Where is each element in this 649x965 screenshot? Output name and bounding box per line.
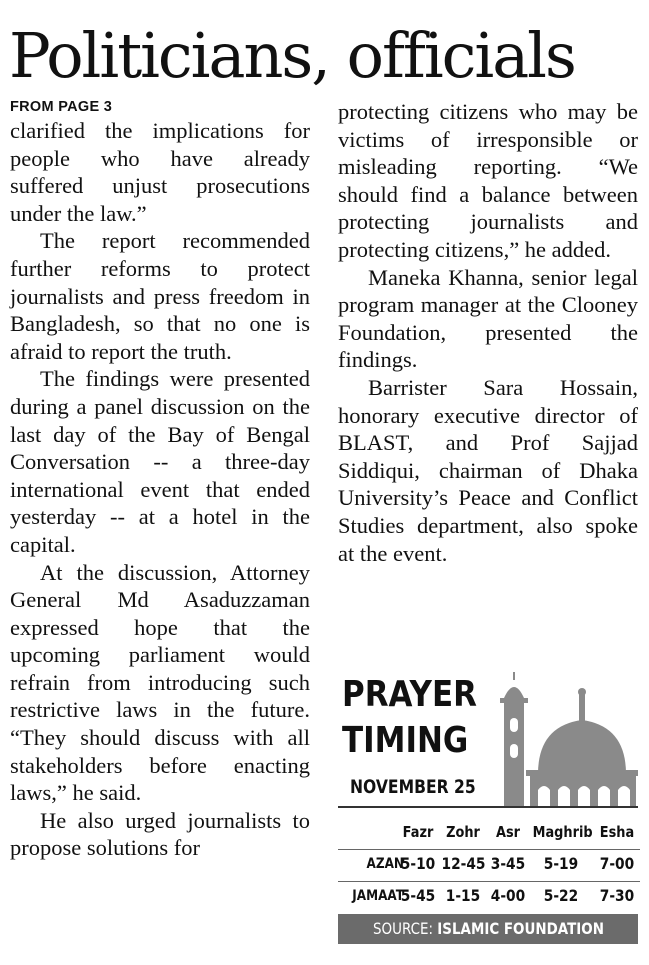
time-cell: 5-22 [543,886,579,905]
headline: Politicians, officials [9,19,575,92]
row-label: JAMAAT [352,888,404,904]
article-paragraph: clarified the implications for people who have already suffered unjust prosecutions under the law.” [10,118,310,226]
article-paragraph: Maneka Khanna, senior legal program manager at the Clooney Foundation, presented the findings. [338,264,638,373]
column-header: Zohr [446,823,480,841]
source-name: ISLAMIC FOUNDATION [436,919,604,938]
row-label: AZAN [366,856,404,872]
table-row [338,880,640,912]
time-cell: 5-19 [543,854,579,873]
mosque-icon [496,670,638,808]
left-column [10,98,310,862]
prayer-title [342,672,477,764]
source-prefix: SOURCE: [372,919,433,938]
time-cell: 7-00 [599,854,635,873]
divider [338,806,638,808]
jump-line: FROM PAGE 3 [10,99,113,115]
article-paragraph: He also urged journalists to propose solutions for [10,807,310,861]
prayer-timing-box [338,668,640,948]
column-header: Maghrib [532,823,593,841]
prayer-date: NOVEMBER 25 [350,776,476,798]
time-cell: 3-45 [490,854,526,873]
prayer-title-line: PRAYER [342,674,477,715]
time-cell: 1-15 [445,886,481,905]
article-paragraph: The findings were presented during a panel discussion on the last day of the Bay of Bengal Conversation -- a three-day international event that ended yesterday -- at a hotel in the capital. [10,366,310,557]
column-header: Esha [599,823,635,841]
prayer-title-line: TIMING [342,720,469,761]
time-cell: 7-30 [599,886,635,905]
column-header: Fazr [402,823,434,841]
time-cell: 5-45 [400,886,436,905]
article-paragraph: At the discussion, Attorney General Md Asaduzzaman expressed hope that the upcoming parliament would refrain from introducing such restrictive laws in the future. “They should discuss with all stakeholders before enacting laws,” he said. [10,559,310,806]
column-header: Asr [495,823,521,841]
article-paragraph: protecting citizens who may be victims of irresponsible or misleading reporting. “We should find a balance between protecting journalists and protecting citizens,” he added. [338,99,638,262]
prayer-times-table [338,816,640,912]
time-cell: 5-10 [400,854,436,873]
time-cell: 12-45 [441,854,486,873]
article-paragraph: Barrister Sara Hossain, honorary executive director of BLAST, and Prof Sajjad Siddiqui, chairman of Dhaka University’s Peace and Conflict Studies department, also spoke at the event. [338,374,638,566]
table-row [338,848,640,880]
table-header-row [338,816,640,848]
article-paragraph: The report recommended further reforms to protect journalists and press freedom in Bangladesh, so that no one is afraid to report the truth. [10,228,310,364]
right-column [338,98,638,567]
source-bar [338,914,638,944]
time-cell: 4-00 [490,886,526,905]
